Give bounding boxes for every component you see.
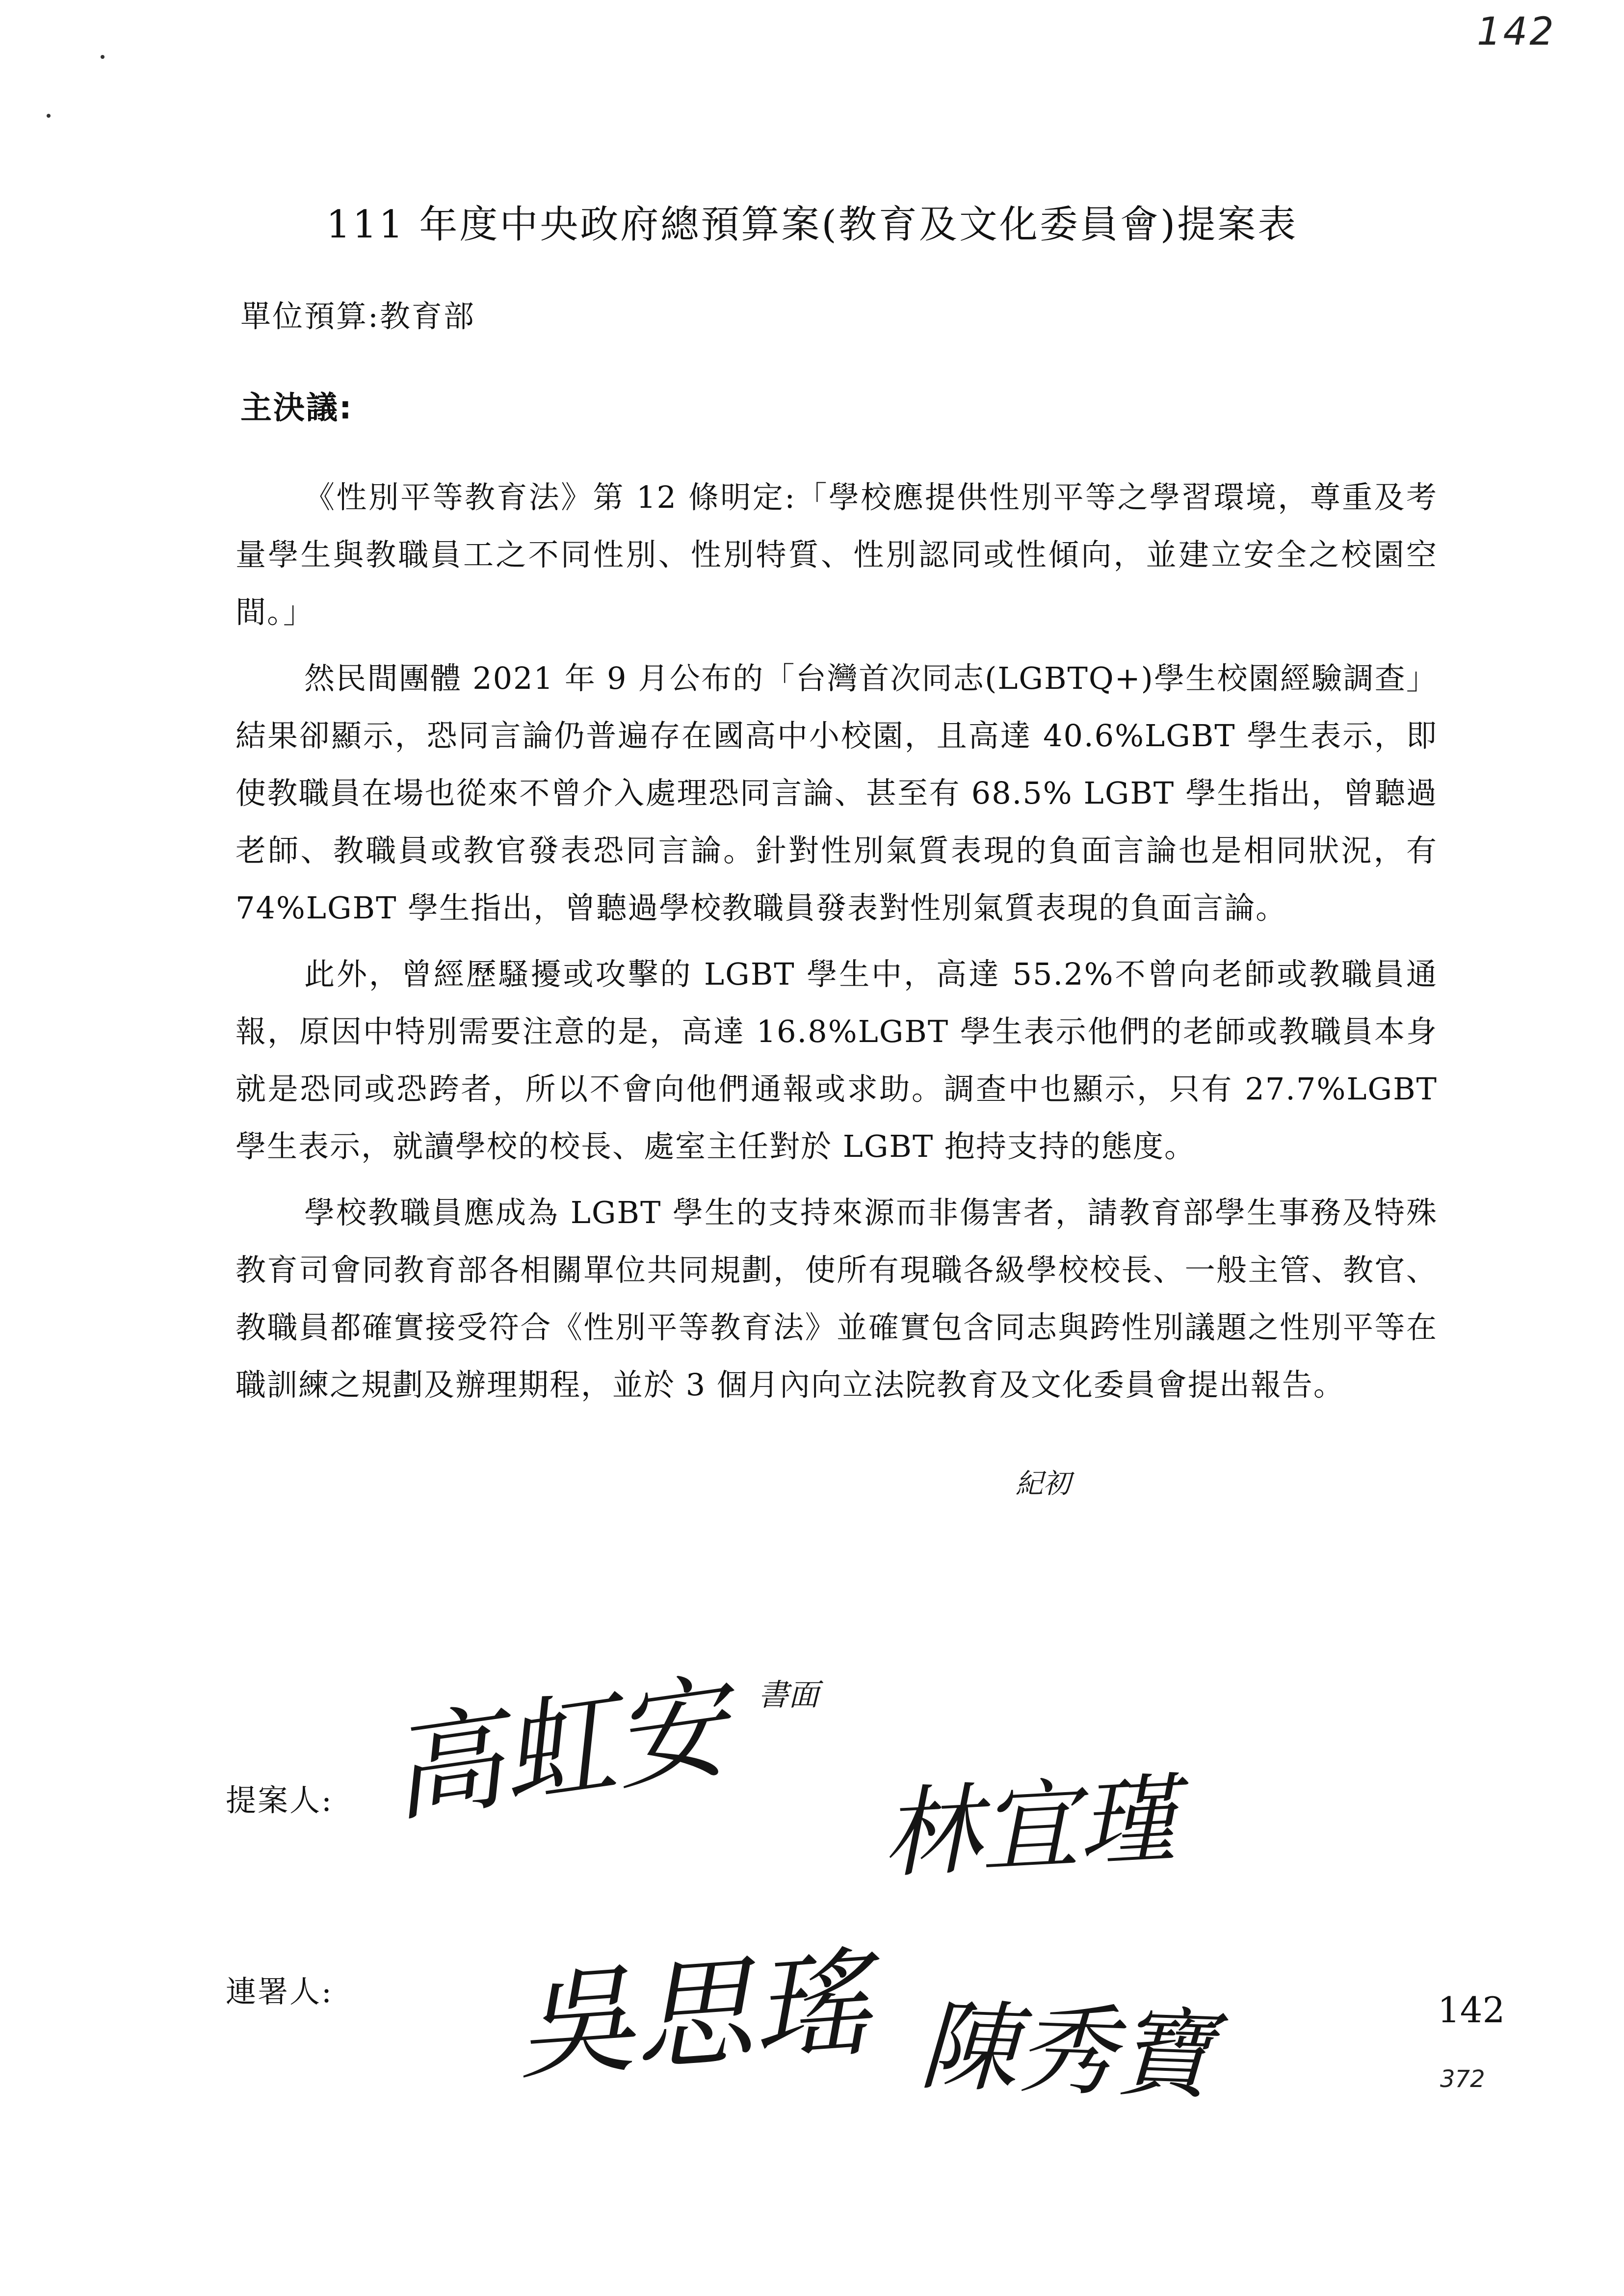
handwritten-page-number: 142 bbox=[1477, 10, 1556, 54]
main-resolution-label: 主決議: bbox=[240, 390, 353, 426]
handwritten-annotation: 紀初 bbox=[1016, 1468, 1071, 1500]
scan-speck bbox=[101, 55, 105, 59]
paragraph-2: 然民間團體 2021 年 9 月公布的「台灣首次同志(LGBTQ+)學生校園經驗調查」結果卻顯示，恐同言論仍普遍存在國高中小校園，且高達 40.6%LGBT 學生表示，即使教職員在場也從來不曾介入處理恐同言論、甚至有 68.5% LGBT 學生指出，曾聽過老師、教職員或教官發表恐同言論。針對性別氣質表現的負面言論也是相同狀況，有 74%LGBT 學生指出，曾聽過學校教職員發表對性別氣質表現的負面言論。 bbox=[236, 660, 1438, 926]
handwritten-note: 372 bbox=[1440, 2065, 1485, 2093]
cosigner-label: 連署人: bbox=[226, 1974, 333, 2009]
handwritten-annotation: 書面 bbox=[758, 1677, 819, 1713]
paragraph-3: 此外，曾經歷騷擾或攻擊的 LGBT 學生中，高達 55.2%不曾向老師或教職員通報，原因中特別需要注意的是，高達 16.8%LGBT 學生表示他們的老師或教職員本身就是恐同或恐跨者，所以不會向他們通報或求助。調查中也顯示，只有 27.7%LGBT 學生表示，就讀學校的校長、處室主任對於 LGBT 抱持支持的態度。 bbox=[236, 956, 1438, 1164]
paragraph-4: 學校教職員應成為 LGBT 學生的支持來源而非傷害者，請教育部學生事務及特殊教育司會同教育部各相關單位共同規劃，使所有現職各級學校校長、一般主管、教官、教職員都確實接受符合《性別平等教育法》並確實包含同志與跨性別議題之性別平等在職訓練之規劃及辦理期程，並於 3 個月內向立法院教育及文化委員會提出報告。 bbox=[236, 1195, 1438, 1403]
signature-proposer: 高虹安 bbox=[381, 1661, 735, 1838]
signature-cosigner: 陳秀寶 bbox=[917, 1988, 1216, 2113]
proposer-label: 提案人: bbox=[226, 1782, 333, 1818]
resolution-body bbox=[236, 469, 1438, 1422]
page-title: 111 年度中央政府總預算案(教育及文化委員會)提案表 bbox=[326, 203, 1298, 247]
signature-cosigner: 林宜瑾 bbox=[879, 1762, 1179, 1892]
unit-budget: 單位預算:教育部 bbox=[240, 298, 475, 334]
signature-cosigner: 吳思瑤 bbox=[512, 1934, 874, 2096]
scan-speck bbox=[47, 114, 51, 118]
paragraph-1: 《性別平等教育法》第 12 條明定:「學校應提供性別平等之學習環境，尊重及考量學生與教職員工之不同性別、性別特質、性別認同或性傾向，並建立安全之校園空間。」 bbox=[236, 479, 1438, 630]
printed-page-number: 142 bbox=[1438, 1989, 1505, 2031]
